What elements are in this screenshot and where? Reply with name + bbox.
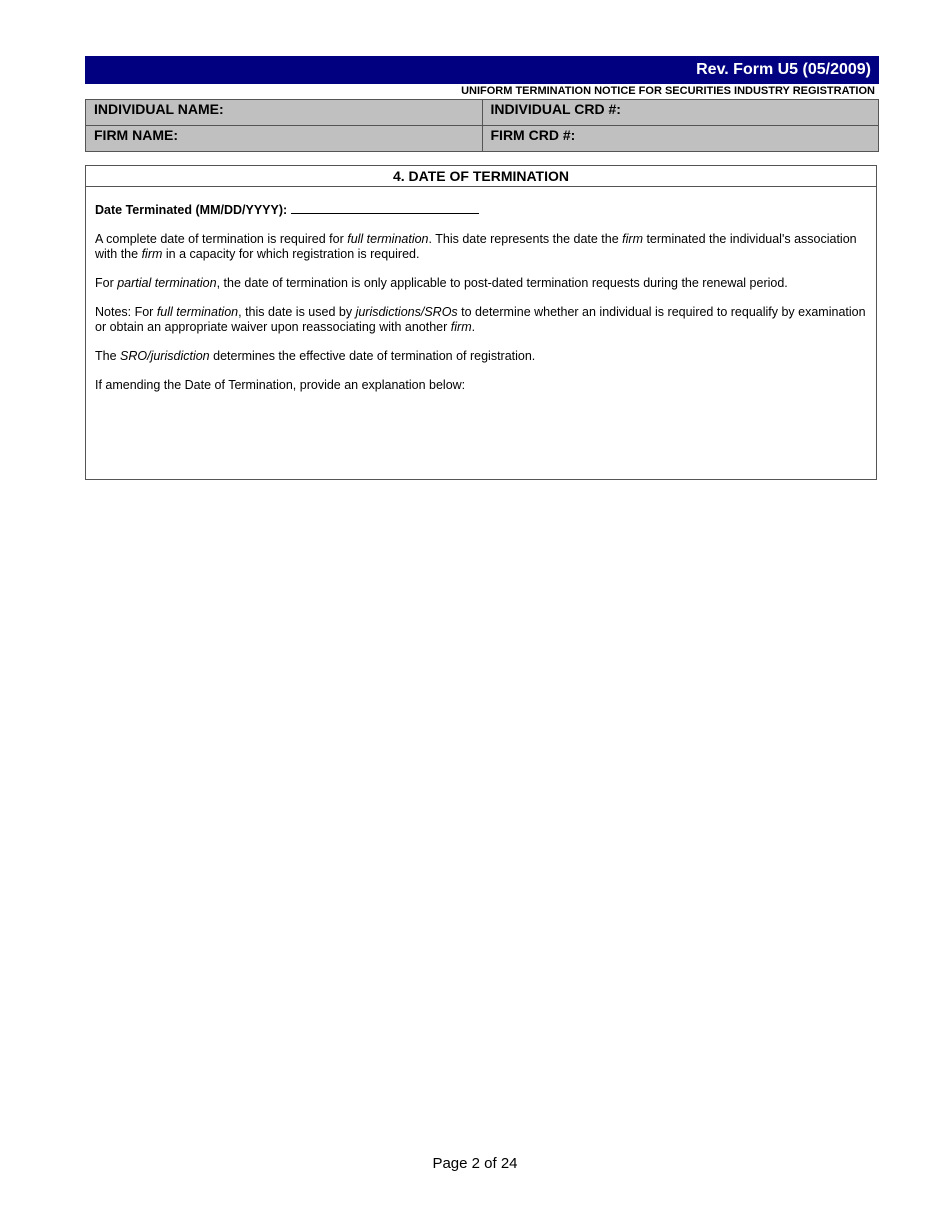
page-number: Page 2 of 24 bbox=[432, 1155, 518, 1172]
paragraph-effective-date: The SRO/jurisdiction determines the effective date of termination of registration. bbox=[95, 349, 536, 363]
firm-crd-field[interactable]: FIRM CRD #: bbox=[482, 126, 879, 152]
form-subtitle: UNIFORM TERMINATION NOTICE FOR SECURITIES INDUSTRY REGISTRATION bbox=[461, 85, 875, 97]
paragraph-full-termination: A complete date of termination is required for full termination. This date represents the date the firm terminated the individual's association with the firm in a capacity for which registration is required. bbox=[95, 232, 857, 261]
identification-table bbox=[85, 99, 879, 152]
paragraph-notes: Notes: For full termination, this date is used by jurisdictions/SROs to determine whether an individual is required to requalify by examination or obtain an appropriate waiver upon reassociating with another firm. bbox=[95, 305, 866, 334]
paragraph-amend-instruction: If amending the Date of Termination, provide an explanation below: bbox=[95, 378, 466, 392]
date-of-termination-section bbox=[85, 165, 877, 480]
date-terminated-input[interactable] bbox=[291, 201, 479, 214]
individual-crd-field[interactable]: INDIVIDUAL CRD #: bbox=[482, 100, 879, 126]
paragraph-partial-termination: For partial termination, the date of termination is only applicable to post-dated termination requests during the renewal period. bbox=[95, 276, 788, 290]
firm-name-field[interactable]: FIRM NAME: bbox=[86, 126, 483, 152]
explanation-area[interactable] bbox=[95, 407, 867, 487]
section-title: 4. DATE OF TERMINATION bbox=[86, 166, 876, 187]
form-title-banner: Rev. Form U5 (05/2009) bbox=[85, 56, 879, 84]
date-terminated-label: Date Terminated (MM/DD/YYYY): bbox=[95, 203, 288, 217]
individual-name-field[interactable]: INDIVIDUAL NAME: bbox=[86, 100, 483, 126]
